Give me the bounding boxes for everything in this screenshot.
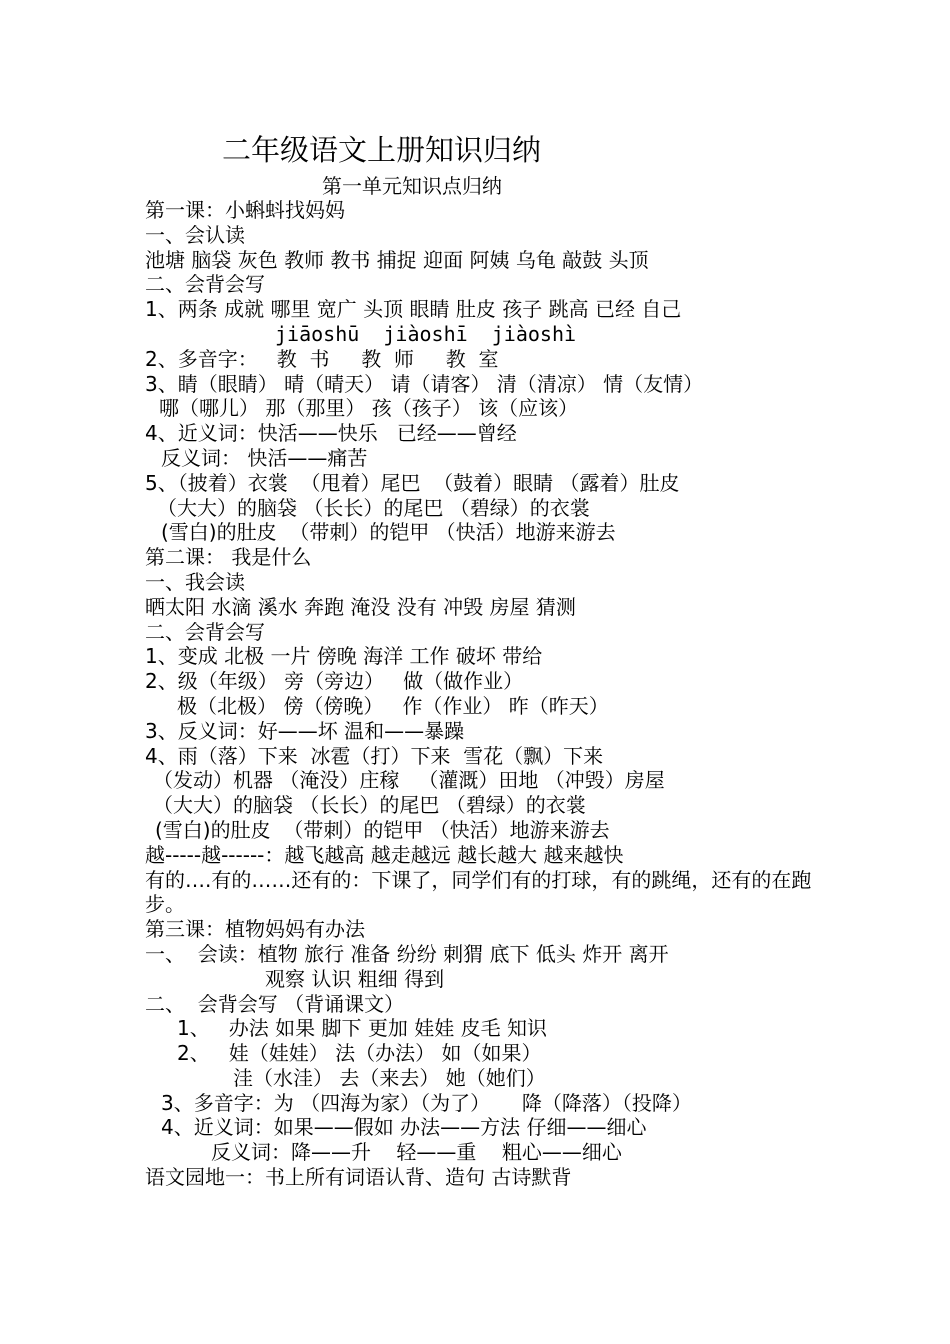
text-line: 2、多音字： 教 书 教 师 教 室 (145, 346, 499, 371)
section-heading: 二、会背会写 (145, 619, 265, 644)
pinyin-line: jiāoshū jiàoshī jiàoshì (275, 321, 577, 346)
text-line: 3、睛（眼睛） 晴（晴天） 请（请客） 清（清凉） 情（友情） (145, 371, 704, 396)
text-line: 4、近义词：如果——假如 办法——方法 仔细——细心 (161, 1115, 647, 1140)
text-line: 反义词： 快活——痛苦 (161, 445, 368, 470)
text-line: 晒太阳 水滴 溪水 奔跑 淹没 没有 冲毁 房屋 猜测 (145, 594, 576, 619)
text-line: 4、近义词：快活——快乐 已经——曾经 (145, 421, 517, 446)
text-line: 观察 认识 粗细 得到 (265, 966, 445, 991)
text-line: 1、两条 成就 哪里 宽广 头顶 眼睛 肚皮 孩子 跳高 已经 自己 (145, 297, 682, 322)
section-heading: 一、我会读 (145, 569, 245, 594)
text-line: （大大）的脑袋 （长长）的尾巴 （碧绿）的衣裳 (157, 495, 590, 520)
text-line: （大大）的脑袋 （长长）的尾巴 （碧绿）的衣裳 (153, 793, 586, 818)
text-line: 池塘 脑袋 灰色 教师 教书 捕捉 迎面 阿姨 乌龟 敲鼓 头顶 (145, 247, 649, 272)
text-line: 3、多音字：为 （四海为家）（为了） 降（降落）（投降） (161, 1090, 692, 1115)
text-line: (雪白)的肚皮 （带刺）的铠甲 （快活）地游来游去 (155, 817, 610, 842)
section-heading: 二、 会背会写 （背诵课文） (145, 991, 405, 1016)
text-line: 5、（披着）衣裳 （甩着）尾巴 （鼓着）眼睛 （露着）肚皮 (145, 470, 680, 495)
text-paragraph: 有的….有的……还有的：下课了，同学们有的打球，有的跳绳，还有的在跑步。 (145, 867, 812, 917)
text-line: （发动）机器 （淹没）庄稼 （灌溉）田地 （冲毁）房屋 (153, 768, 665, 793)
section-heading: 二、会背会写 (145, 272, 265, 297)
text-line: 2、级（年级） 旁（旁边） 做（做作业） (145, 669, 524, 694)
text-line: 洼（水洼） 去（来去） 她（她们） (233, 1065, 546, 1090)
text-line: 3、反义词：好——坏 温和——暴躁 (145, 718, 465, 743)
text-line: (雪白)的肚皮 （带刺）的铠甲 （快活）地游来游去 (161, 520, 616, 545)
text-line: 越-----越------：越飞越高 越走越远 越长越大 越来越快 (145, 842, 624, 867)
text-line: 极（北极） 傍（傍晚） 作（作业） 昨（昨天） (177, 693, 609, 718)
text-line: 反义词：降——升 轻——重 粗心——细心 (211, 1140, 622, 1165)
text-line: 1、变成 北极 一片 傍晚 海洋 工作 破坏 带给 (145, 644, 543, 669)
text-line: 语文园地一：书上所有词语认背、造句 古诗默背 (145, 1165, 572, 1190)
unit-subtitle: 第一单元知识点归纳 (322, 174, 502, 198)
lesson-heading: 第一课：小蝌蚪找妈妈 (145, 198, 345, 222)
text-line: 4、雨（落）下来 冰雹（打）下来 雪花（飘）下来 (145, 743, 604, 768)
text-line: 2、 娃（娃娃） 法（办法） 如（如果） (177, 1041, 542, 1066)
text-line: 一、 会读：植物 旅行 准备 纷纷 刺猬 底下 低头 炸开 离开 (145, 941, 669, 966)
lesson-heading: 第二课： 我是什么 (145, 545, 312, 570)
text-line: 1、 办法 如果 脚下 更加 娃娃 皮毛 知识 (177, 1016, 547, 1041)
lesson-heading: 第三课：植物妈妈有办法 (145, 917, 365, 942)
section-heading: 一、会认读 (145, 222, 245, 247)
text-line: 哪（哪儿） 那（那里） 孩（孩子） 该（应该） (159, 396, 579, 421)
document-body (145, 198, 835, 1190)
document-title: 二年级语文上册知识归纳 (222, 133, 542, 167)
